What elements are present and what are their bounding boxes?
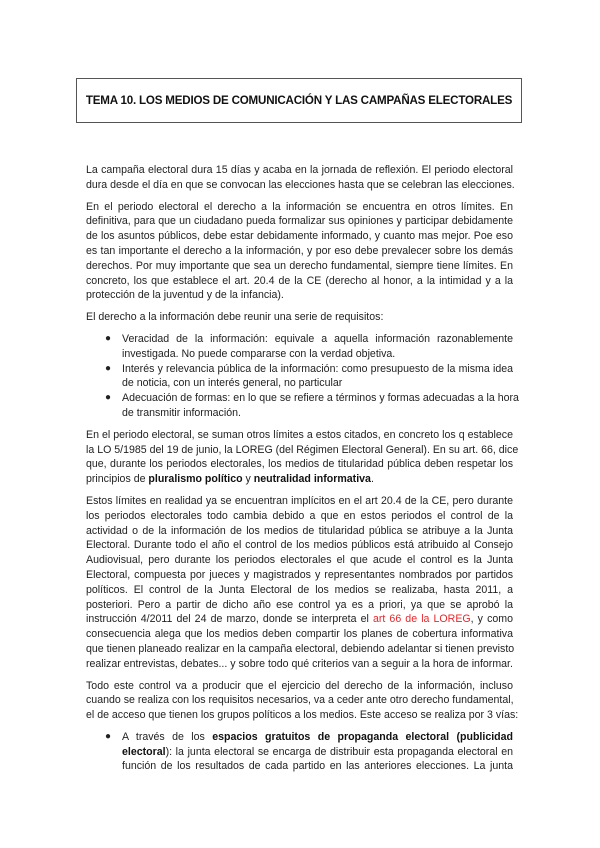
document-body: [86, 163, 519, 781]
bullet-item: [105, 730, 513, 774]
text-line: Electoral, compuesta por jueces y magistrados y representantes nombrados por partidos: [86, 568, 513, 581]
text-line: [122, 745, 513, 760]
bullet-item: [105, 332, 513, 362]
text-line: Estos límites en realidad ya se encuentran implícitos en el art 20.4 de la CE, pero durante: [86, 494, 513, 507]
page-title: TEMA 10. LOS MEDIOS DE COMUNICACIÓN Y LAS CAMPAÑAS ELECTORALES: [85, 94, 513, 107]
text-segment: principios de: [86, 473, 149, 486]
text-line: En el periodo electoral, se suman otros límites a estos citados, en concreto los q establece: [86, 428, 513, 441]
text-line: actividad o de la información de los medios de titularidad pública se atribuye a la Junta: [86, 524, 513, 537]
text-line: En el periodo electoral el derecho a la información se encuentra en otros límites. En: [86, 200, 513, 213]
text-line: definitiva, para que un ciudadano pueda formalizar sus opiniones y participar debidamente: [86, 215, 513, 228]
text-line: posteriori. Pero a partir de dicho año ese control ya es a priori, ya que se aprobó la: [86, 598, 513, 611]
title-box: [76, 78, 522, 123]
text-segment: y: [242, 473, 254, 486]
bold-text: pluralismo político: [148, 473, 243, 486]
text-segment: instrucción 4/2011 del 24 de marzo, donde se interpreta el: [86, 613, 373, 626]
text-line: [122, 730, 513, 745]
text-line: de los asuntos públicos, debe estar debidamente informado, y cuanto mas mejor. Poe eso: [86, 230, 513, 243]
text-line: es tan importante el derecho a la información, y por eso debe prevalecer sobre los demás: [86, 244, 513, 257]
paragraph: [86, 163, 513, 193]
text-line: El derecho a la información debe reunir una serie de requisitos:: [86, 311, 384, 324]
bullet-item: [105, 362, 513, 392]
text-line: La campaña electoral dura 15 días y acaba en la jornada de reflexión. El periodo electoral: [86, 164, 513, 176]
text-line: políticos. El control de la Junta Electoral de los medios se realizaba, hasta 2011, a: [86, 583, 513, 596]
text-line: Adecuación de formas: en lo que se refiere a términos y formas adecuadas a la hora: [122, 392, 519, 405]
bullet-icon: ●: [105, 362, 112, 374]
highlighted-reference: art 66 de la LOREG: [372, 613, 471, 626]
text-line: [86, 612, 513, 627]
bullet-icon: ●: [105, 392, 112, 404]
text-line: Interés y relevancia pública de la información: como presupuesto de la misma idea: [122, 362, 513, 375]
text-line: [86, 472, 513, 487]
bold-text: neutralidad informativa: [253, 473, 371, 486]
text-line: que, durante los periodos electorales, los medios de titularidad pública deben respetar los: [86, 458, 513, 471]
paragraph: [86, 679, 519, 723]
bold-text: electoral: [122, 745, 166, 758]
text-line: de noticia, con un interés general, no particular: [122, 377, 343, 390]
text-line: Audiovisual, pero durante los periodos electorales el que acude el control es la Junta: [86, 554, 513, 567]
text-line: derechos. Por muy importante que sea un derecho fundamental, siempre tiene límites. En: [86, 259, 513, 272]
text-line: investigada. No puede compararse con la verdad objetiva.: [122, 347, 396, 360]
bold-text: espacios gratuitos de propaganda electoral (publicidad: [212, 730, 513, 743]
text-line: Veracidad de la información: equivale a aquella información razonablemente: [122, 332, 513, 345]
text-line: de transmitir información.: [122, 406, 241, 419]
text-line: cuando se realiza con los requisitos necesarios, va a ceder ante otro derecho fundamental,: [86, 694, 514, 707]
text-line: Todo este control va a producir que el ejercicio del derecho de la información, incluso: [86, 679, 513, 692]
text-segment: , y como: [470, 613, 513, 626]
paragraph: [86, 428, 519, 487]
text-line: los periodos electorales todo cambia debido a que en estos periodos el control de la: [86, 509, 513, 522]
text-line: la LO 5/1985 del 19 de junio, la LOREG (del Régimen Electoral General). En su art. 66, dice: [86, 443, 519, 456]
text-line: que tienen planeado realizar en la campaña electoral, debiendo adelantar si tienen previsto: [86, 642, 515, 655]
text-line: protección de la juventud y de la infancia).: [86, 289, 284, 302]
bullet-icon: ●: [105, 730, 112, 742]
bullet-icon: ●: [105, 332, 112, 344]
bullet-item: [105, 391, 519, 421]
text-segment: .: [370, 473, 374, 486]
paragraph: [86, 494, 513, 672]
text-line: función de los resultados de cada partido en las anteriores elecciones. La junta: [122, 760, 513, 773]
text-line: realizar entrevistas, debates... y sobre todo qué criterios van a seguir a la hora de informar.: [86, 657, 513, 670]
text-segment: ): la junta electoral se encarga de distribuir esta propaganda electoral en: [165, 745, 513, 758]
paragraph: [86, 200, 513, 304]
text-line: dura desde el día en que se convocan las elecciones hasta que se celebran las elecciones.: [86, 178, 515, 191]
text-line: el de acceso que tienen los grupos políticos a los medios. Este acceso se realiza por 3 vías:: [86, 709, 519, 722]
text-segment: A través de los: [122, 730, 213, 743]
paragraph: [86, 310, 513, 325]
text-line: Electoral. Durante todo el año el control de los medios públicos está atribuido al Consejo: [86, 539, 513, 552]
text-line: concreto, los que establece el art. 20.4 de la CE (derecho al honor, a la intimidad y a la: [86, 274, 513, 287]
text-line: consecuencia alega que los medios deben compartir los planes de cobertura informativa: [86, 628, 513, 641]
